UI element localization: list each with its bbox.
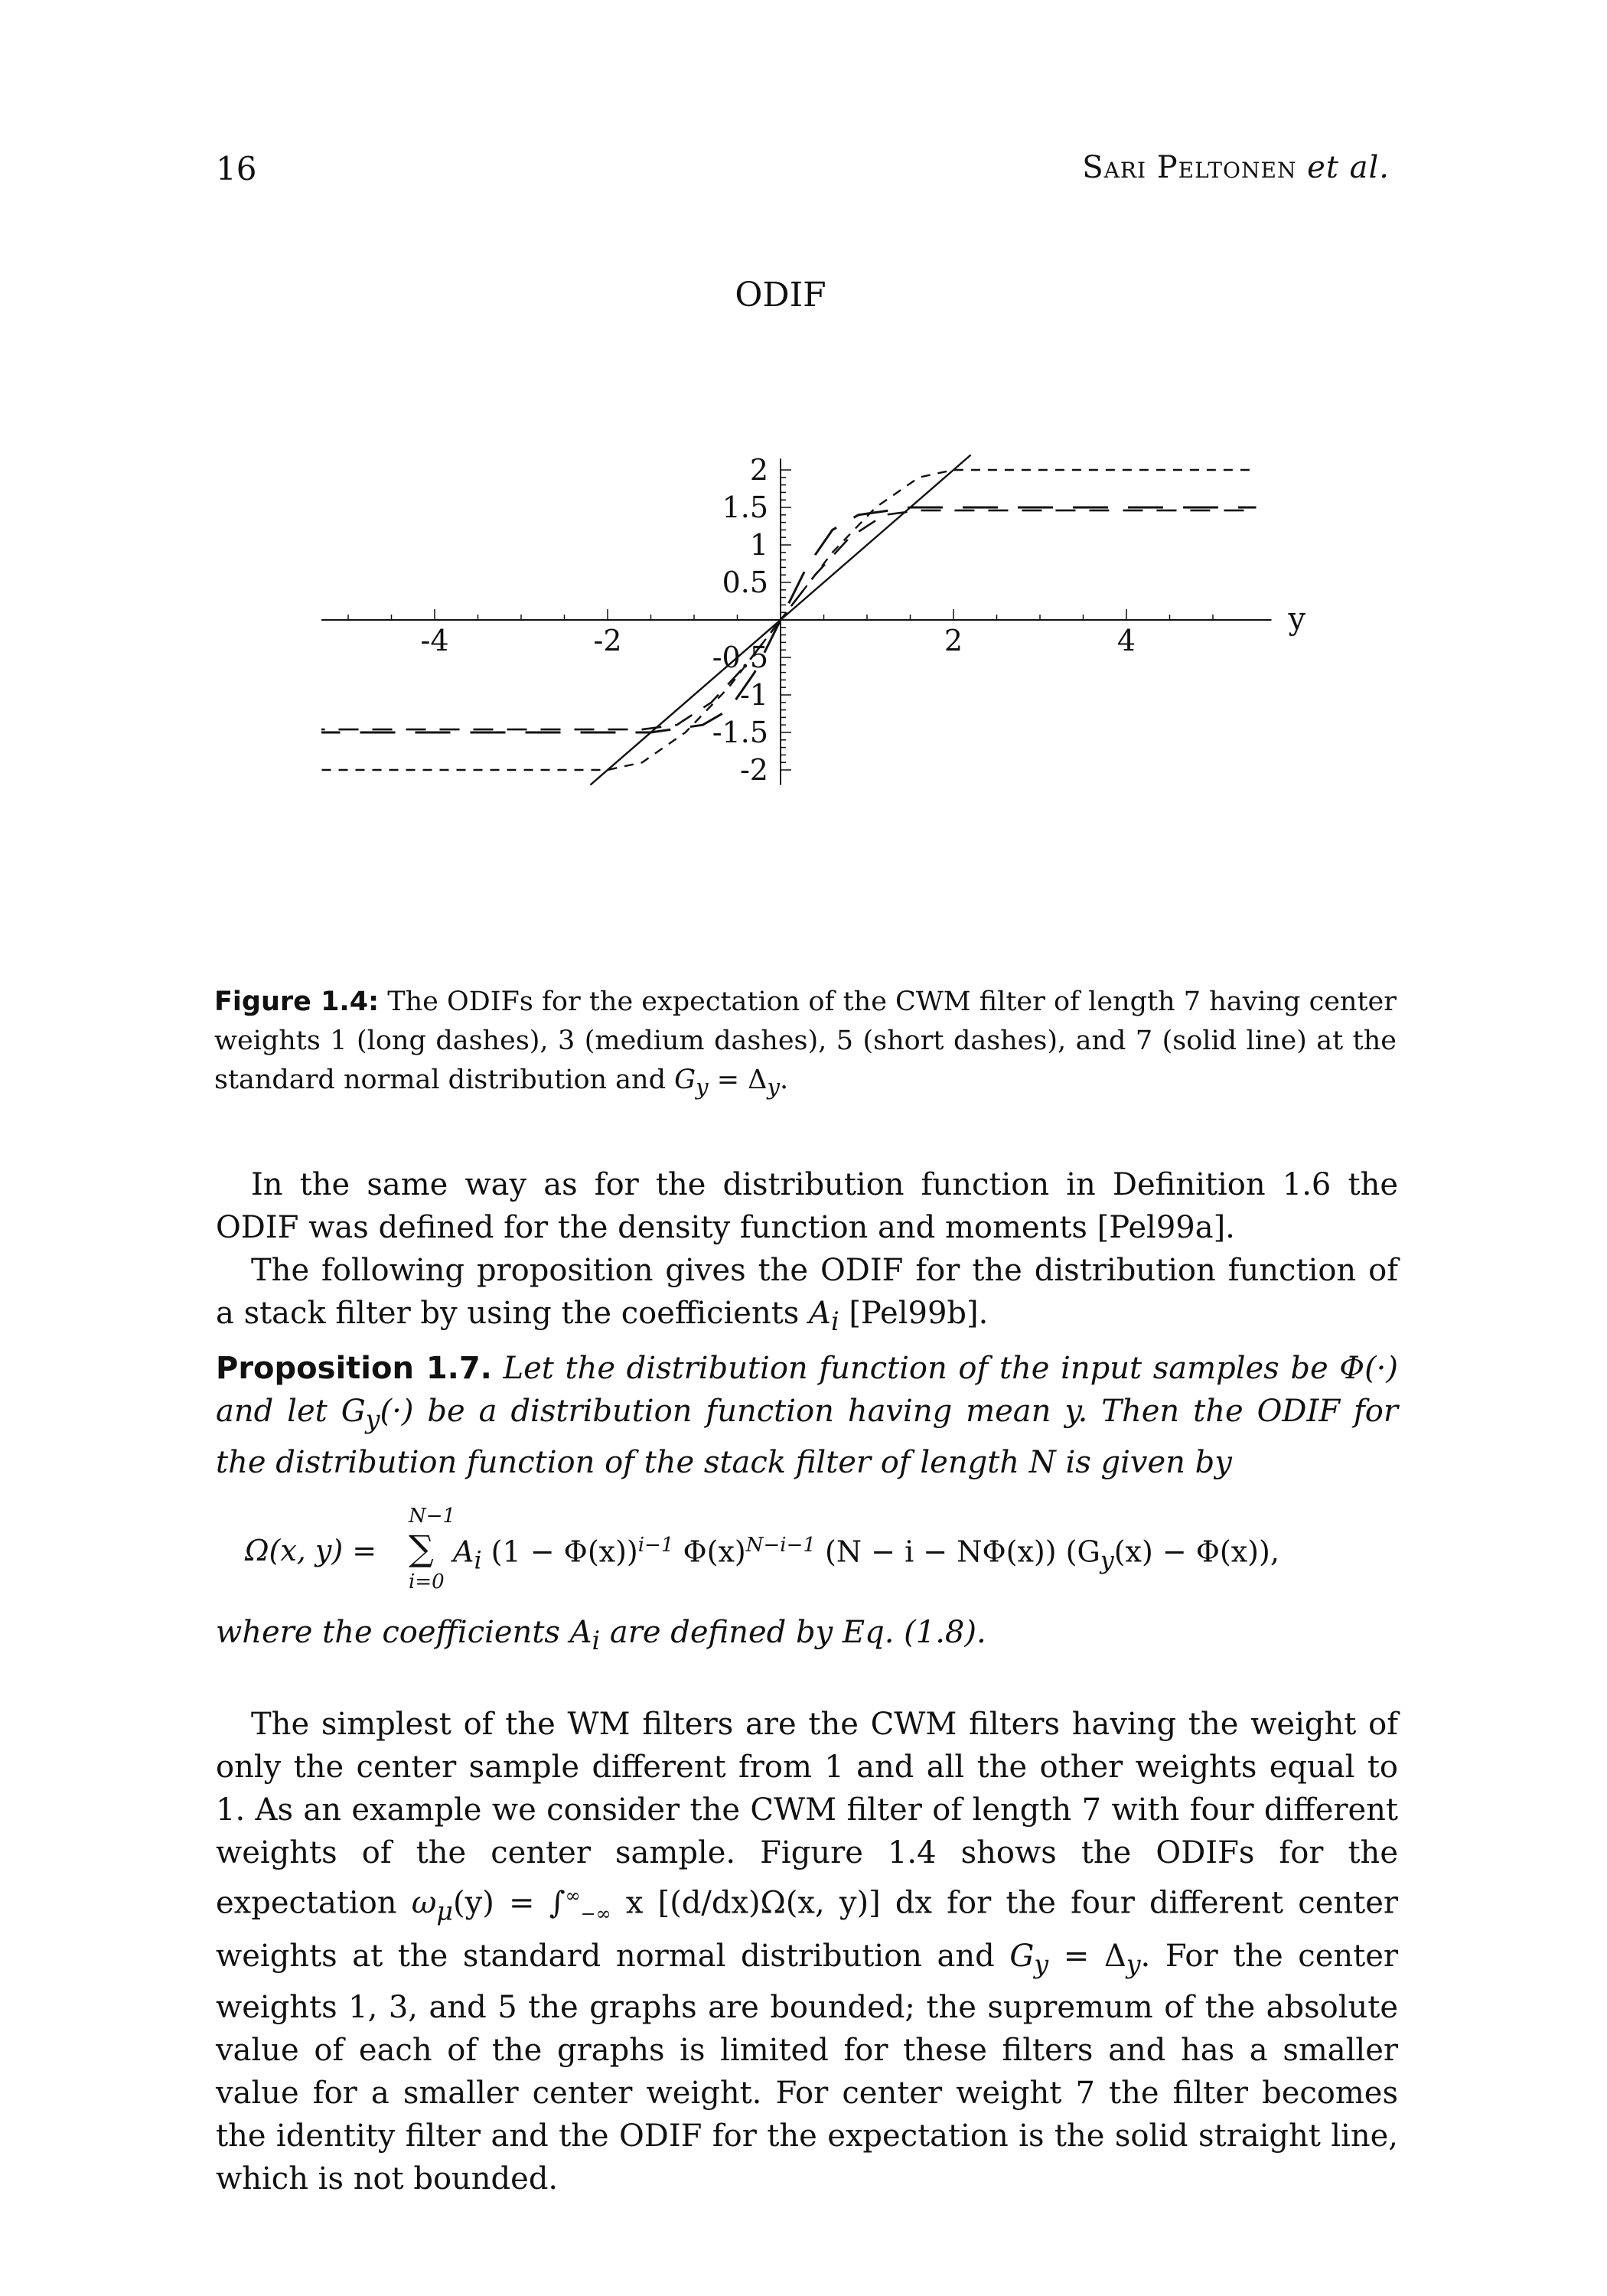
- paragraph-2-text: The following proposition gives the ODIF for the distribution function of a stack filter by using the coefficients: [216, 1253, 1398, 1331]
- eq-exponent-2: N−i−1: [745, 1534, 816, 1557]
- math-sub: y: [365, 1404, 380, 1434]
- eq-term-2: Φ(x): [683, 1534, 746, 1569]
- paragraph-3-text-d: . For the center weights 1, 3, and 5 the graphs are bounded; the supremum of the absolute value of each of the graphs is limited for these filters and has a smaller value for a smaller center weight. For center weight 7 the filter becomes the identity filter and the ODIF for the expectation is the solid straight line, which is not bounded.: [216, 1939, 1398, 2197]
- math-sub: y: [696, 1074, 709, 1100]
- math-G: G: [674, 1065, 696, 1095]
- odif-chart: [321, 260, 1316, 964]
- sum-lower-limit: i=0: [409, 1570, 445, 1593]
- figure-caption: [214, 983, 1397, 1107]
- math-G: G: [1009, 1939, 1035, 1975]
- y-tick-label: -1: [739, 678, 768, 712]
- y-tick-label: -1.5: [712, 716, 768, 749]
- x-tick-label: 2: [944, 624, 963, 657]
- where-text-a: where the coefficients: [216, 1615, 560, 1650]
- chart-title: ODIF: [735, 276, 826, 315]
- y-tick-label: 2: [749, 453, 768, 487]
- integral-lower: −∞: [580, 1903, 611, 1925]
- eq-exponent-1: i−1: [637, 1534, 674, 1557]
- paragraph-3: [216, 1703, 1398, 2200]
- y-tick-label: -2: [739, 753, 768, 787]
- math-eq: =: [1048, 1939, 1104, 1975]
- paragraph-3-text-a: The simplest of the WM filters are the CWM filters having the weight of only the center sample different from 1 and all the other weights equal to 1. As an example we consider the CWM filter of length 7 with four different weights of the center sample. Figure 1.4 shows the ODIFs for the expectation: [216, 1707, 1398, 1921]
- integral-upper: ∞: [565, 1885, 581, 1906]
- chart-labels: [420, 276, 1305, 787]
- paragraph-1: In the same way as for the distribution function in Definition 1.6 the ODIF was defined for the density function and moments [Pel99a].: [216, 1167, 1398, 1245]
- proposition: [216, 1347, 1398, 1484]
- math-omega: ω: [411, 1885, 437, 1921]
- equation-rhs: [453, 1534, 1279, 1574]
- y-tick-label: 1: [749, 528, 768, 562]
- y-tick-label: 0.5: [722, 566, 768, 599]
- equation-lhs: Ω(x, y) =: [245, 1534, 377, 1567]
- running-header-author: [1082, 150, 1390, 185]
- sum-upper-limit: N−1: [409, 1505, 456, 1528]
- math-integral: ∫: [549, 1885, 566, 1921]
- math-sub: i: [830, 1306, 839, 1336]
- y-tick-label: 1.5: [722, 491, 768, 524]
- math-sub: y: [1126, 1949, 1141, 1980]
- eq-term-1: (1 − Φ(x)): [491, 1534, 638, 1569]
- math-G: G: [341, 1394, 366, 1429]
- proposition-text-a: Let the distribution function of the input samples be Φ(·) and let: [216, 1351, 1398, 1429]
- sum-symbol: ∑: [409, 1528, 434, 1569]
- paragraph-2: [216, 1249, 1398, 1343]
- author-name: Sari Peltonen: [1082, 150, 1297, 185]
- math-sub: i: [474, 1547, 482, 1575]
- math-sub: y: [1100, 1547, 1114, 1575]
- x-tick-label: 4: [1116, 624, 1136, 657]
- proposition-label: Proposition 1.7.: [216, 1351, 492, 1386]
- where-text-b: are defined by Eq. (1.8).: [609, 1615, 986, 1650]
- caption-label: Figure 1.4:: [214, 987, 380, 1017]
- paragraph-2-cite: [Pel99b].: [849, 1296, 989, 1331]
- x-tick-label: -4: [420, 624, 449, 657]
- math-A: A: [569, 1615, 592, 1650]
- math-mu: μ: [436, 1896, 454, 1926]
- x-tick-label: -2: [593, 624, 622, 657]
- author-suffix: et al.: [1307, 150, 1390, 185]
- x-axis-label: y: [1288, 602, 1306, 637]
- caption-text: The ODIFs for the expectation of the CWM filter of length 7 having center weights 1 (long dashes), 3 (medium dashes), 5 (short dashes), and 7 (solid line) at the standard normal distribution and: [214, 987, 1397, 1095]
- equation-omega: [245, 1500, 1393, 1592]
- eq-term-4: (x) − Φ(x)),: [1113, 1534, 1279, 1569]
- equation-where: [216, 1615, 1398, 1655]
- eq-term-3: (N − i − NΦ(x)) (G: [825, 1534, 1100, 1569]
- math-delta: Δ: [1103, 1939, 1126, 1975]
- proposition-text-b: (·) be a distribution function having mean y. Then the ODIF for the distribution function of the stack filter of length N is given by: [216, 1394, 1399, 1480]
- page-number: 16: [216, 150, 257, 188]
- math-A: A: [453, 1534, 474, 1569]
- math-delta: Δ: [748, 1065, 768, 1095]
- math-A: A: [809, 1296, 831, 1331]
- math-sub: y: [1034, 1949, 1049, 1980]
- math-sub: y: [767, 1074, 780, 1100]
- math-period: .: [779, 1065, 789, 1095]
- y-tick-label: -0.5: [712, 641, 768, 674]
- math-eq: =: [708, 1065, 748, 1095]
- paragraph-3-text-b: (y) =: [453, 1885, 535, 1921]
- math-sub: i: [592, 1626, 601, 1655]
- paragraph-3-text-c: x [(d/dx)Ω(x, y)] dx for the four different center weights at the standard normal distribution and: [216, 1885, 1399, 1975]
